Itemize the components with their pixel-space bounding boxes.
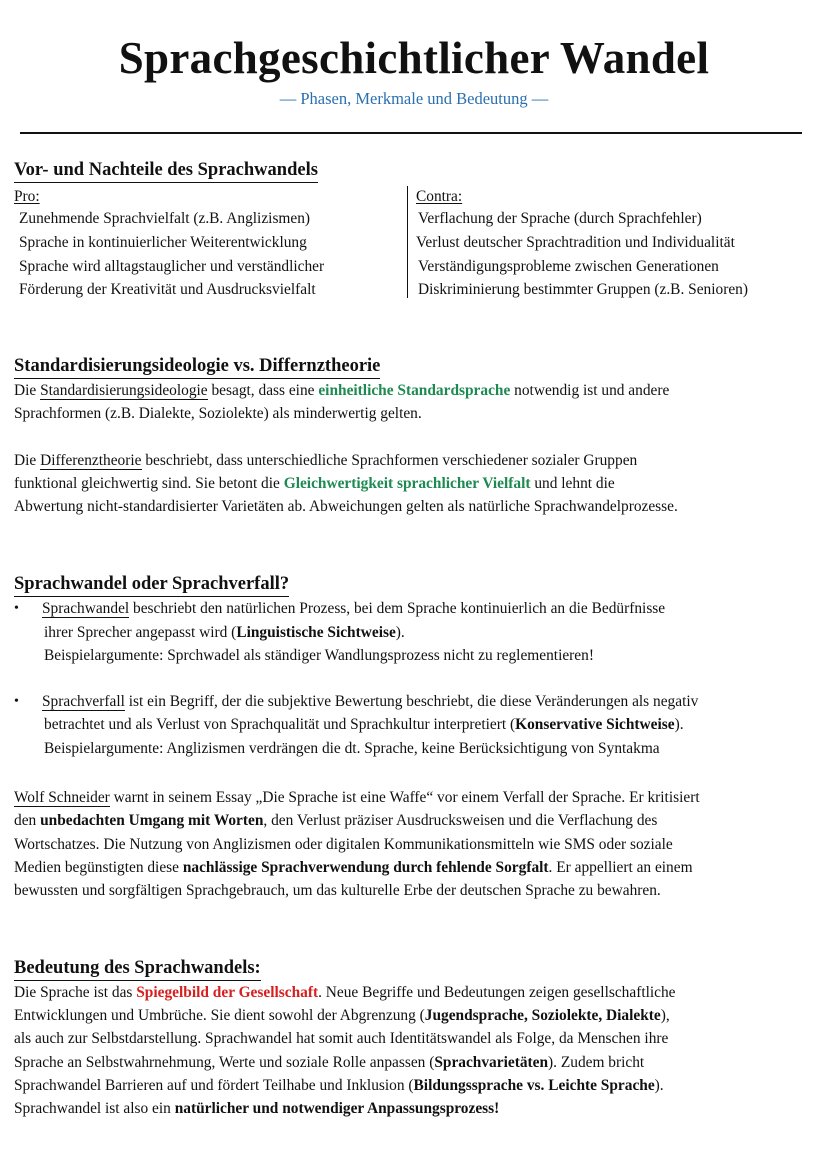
bullet-line: ihrer Sprecher angepasst wird (Linguistische Sichtweise). [44, 624, 405, 641]
pro-item: Sprache wird alltagstauglicher und verständlicher [19, 258, 325, 275]
contra-item: Verlust deutscher Sprachtradition und Individualität [416, 234, 735, 251]
bullet-icon: • [14, 694, 19, 709]
term-differenztheorie: Differenztheorie [40, 452, 142, 469]
column-divider [407, 186, 408, 298]
pro-item: Sprache in kontinuierlicher Weiterentwicklung [19, 234, 307, 251]
section-heading-bedeutung: Bedeutung des Sprachwandels: [14, 956, 261, 981]
section-heading-pros-cons: Vor- und Nachteile des Sprachwandels [14, 158, 318, 183]
section-heading-standardization: Standardisierungsideologie vs. Differnztheorie [14, 354, 380, 379]
page-subtitle: — Phasen, Merkmale und Bedeutung — [279, 89, 549, 108]
paragraph-line: funktional gleichwertig sind. Sie betont die Gleichwertigkeit sprachlicher Vielfalt und lehnt die [14, 475, 615, 492]
bullet-line: betrachtet und als Verlust von Sprachqualität und Sprachkultur interpretiert (Konservative Sichtweise). [44, 716, 684, 733]
paragraph-line: Medien begünstigten diese nachlässige Sprachverwendung durch fehlende Sorgfalt. Er appelliert an einem [14, 859, 693, 876]
paragraph-line: Die Standardisierungsideologie besagt, dass eine einheitliche Standardsprache notwendig ist und andere [14, 382, 670, 399]
contra-item: Diskriminierung bestimmter Gruppen (z.B. Senioren) [418, 281, 748, 298]
term-sprachverfall: Sprachverfall [42, 693, 125, 710]
paragraph-line: Sprachwandel ist also ein natürlicher und notwendiger Anpassungsprozess! [14, 1100, 500, 1117]
paragraph-line: Entwicklungen und Umbrüche. Sie dient sowohl der Abgrenzung (Jugendsprache, Soziolekte, Dialekte), [14, 1007, 670, 1024]
pro-item: Zunehmende Sprachvielfalt (z.B. Anglizismen) [19, 210, 311, 227]
highlight-red: Spiegelbild der Gesellschaft [136, 984, 319, 1001]
paragraph-line: Sprache an Selbstwahrnehmung, Werte und soziale Rolle anpassen (Sprachvarietäten). Zudem bricht [14, 1054, 645, 1071]
paragraph-line: bewussten und sorgfältigen Sprachgebrauch, um das kulturelle Erbe der deutschen Sprache zu bewahren. [14, 882, 661, 899]
paragraph-line: Sprachformen (z.B. Dialekte, Soziolekte) als minderwertig gelten. [14, 405, 422, 422]
bullet-line: Sprachverfall ist ein Begriff, der die subjektive Bewertung beschriebt, die diese Veränderungen als negativ [42, 693, 699, 710]
section-heading-wandel-verfall: Sprachwandel oder Sprachverfall? [14, 572, 289, 597]
title-divider [20, 132, 802, 134]
paragraph-line: den unbedachten Umgang mit Worten, den Verlust präziser Ausdrucksweisen und die Verflachung des [14, 812, 658, 829]
bullet-line: Beispielargumente: Sprchwadel als ständiger Wandlungsprozess nicht zu reglementieren! [44, 647, 594, 664]
pro-label: Pro: [14, 188, 40, 205]
pro-item: Förderung der Kreativität und Ausdrucksvielfalt [19, 281, 316, 298]
term-wolf-schneider: Wolf Schneider [14, 789, 110, 806]
paragraph-line: Sprachwandel Barrieren auf und fördert Teilhabe und Inklusion (Bildungssprache vs. Leichte Sprache). [14, 1077, 664, 1094]
paragraph-line: Abwertung nicht-standardisierter Varietäten ab. Abweichungen gelten als natürliche Sprachwandelprozesse. [14, 498, 678, 515]
bullet-line: Beispielargumente: Anglizismen verdrängen die dt. Sprache, keine Berücksichtigung von Syntakma [44, 740, 660, 757]
term-sprachwandel: Sprachwandel [42, 600, 130, 617]
contra-item: Verflachung der Sprache (durch Sprachfehler) [418, 210, 702, 227]
highlight-green: Gleichwertigkeit sprachlicher Vielfalt [283, 475, 531, 492]
contra-label: Contra: [416, 188, 463, 205]
paragraph-line: als auch zur Selbstdarstellung. Sprachwandel hat somit auch Identitätswandel als Folge, da Menschen ihre [14, 1030, 669, 1047]
bullet-line: Sprachwandel beschriebt den natürlichen Prozess, bei dem Sprache kontinuierlich an die Bedürfnisse [42, 600, 666, 617]
paragraph-line: Die Sprache ist das Spiegelbild der Gesellschaft. Neue Begriffe und Bedeutungen zeigen gesellschaftliche [14, 984, 676, 1001]
contra-item: Verständigungsprobleme zwischen Generationen [418, 258, 719, 275]
paragraph-line: Die Differenztheorie beschriebt, dass unterschiedliche Sprachformen verschiedener sozialer Gruppen [14, 452, 638, 469]
bullet-icon: • [14, 601, 19, 616]
page-title: Sprachgeschichtlicher Wandel [118, 33, 710, 83]
paragraph-line: Wortschatzes. Die Nutzung von Anglizismen oder digitalen Kommunikationsmitteln wie SMS oder soziale [14, 836, 673, 853]
highlight-green: einheitliche Standardsprache [318, 382, 511, 399]
term-standardisierungsideologie: Standardisierungsideologie [40, 382, 208, 399]
paragraph-line: Wolf Schneider warnt in seinem Essay „Die Sprache ist eine Waffe“ vor einem Verfall der Sprache. Er kritisiert [14, 789, 700, 806]
